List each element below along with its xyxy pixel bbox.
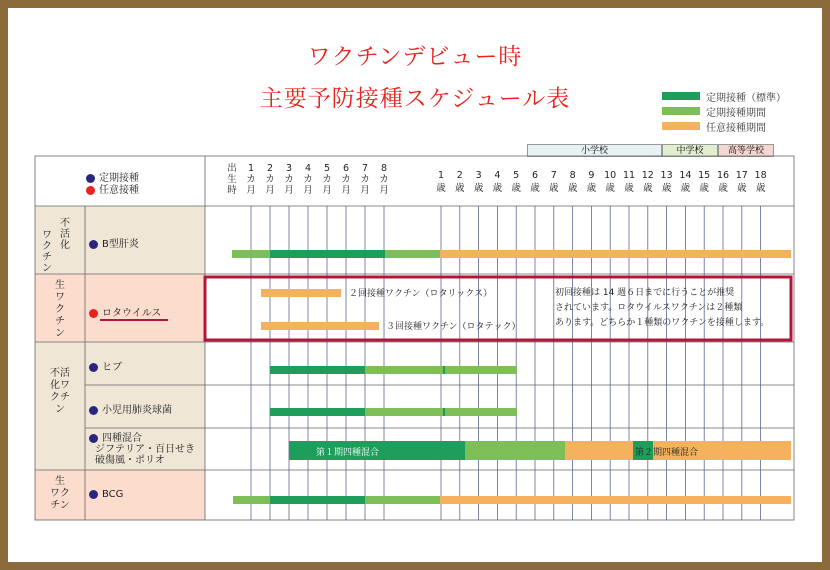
rota-three-dose-bar — [261, 322, 379, 330]
year-header — [471, 170, 487, 194]
page-subtitle: 主要予防接種スケジュール表 — [259, 86, 571, 112]
page-title: ワクチンデビュー時 — [307, 44, 523, 70]
year-header-char: 歳 — [436, 183, 446, 194]
month-header-char: 6 — [342, 163, 350, 174]
vaccine-dpt-label-2: ジフテリア・百日せき — [95, 444, 195, 455]
month-header — [243, 163, 259, 196]
year-header — [677, 170, 693, 194]
year-header-char: 歳 — [624, 183, 634, 194]
year-header-char: 歳 — [549, 183, 559, 194]
month-header-char: カ — [246, 174, 256, 185]
year-header-char: 17 — [735, 170, 748, 181]
month-header — [300, 163, 316, 196]
month-header-char: 月 — [360, 185, 370, 196]
year-header — [715, 170, 731, 194]
rota-info-note — [555, 286, 769, 331]
year-header — [527, 170, 543, 194]
month-header-char: 1 — [247, 163, 255, 174]
vaccine-dpt-label-1: 四種混合 — [102, 433, 142, 444]
month-header — [224, 163, 240, 196]
month-header-char: カ — [341, 174, 351, 185]
month-header — [281, 163, 297, 196]
group-inactivated-2: 不活 化ワ クチ ン — [50, 368, 70, 415]
hib-routine-bar-1 — [365, 366, 443, 374]
year-header-char: 7 — [550, 170, 557, 181]
school-elementary: 小学校 — [527, 144, 662, 157]
month-header — [319, 163, 335, 196]
month-header-char: 月 — [322, 185, 332, 196]
year-header-char: 16 — [716, 170, 730, 181]
rota-three-dose-label: ３回接種ワクチン（ロタテック） — [386, 322, 521, 332]
year-header-char: 11 — [622, 170, 636, 181]
year-header — [696, 170, 712, 194]
year-header — [640, 170, 656, 194]
legend-standard-label: 定期接種（標準） — [706, 93, 786, 104]
month-header-char: 生 — [227, 174, 237, 185]
pcv-standard-bar — [270, 408, 365, 416]
month-header-char: 7 — [361, 163, 369, 174]
month-header-char: カ — [303, 174, 313, 185]
rota-info-line-1: 初回接種は 14 週６日までに行うことが推奨 — [555, 288, 735, 298]
dpt-first-routine-bar — [465, 441, 565, 460]
year-header-char: 14 — [679, 170, 692, 181]
year-header-char: 4 — [494, 170, 501, 181]
school-junior: 中学校 — [662, 144, 718, 157]
hib-routine-bar-2 — [445, 366, 517, 374]
bcg-routine-bar-1 — [233, 496, 270, 504]
year-header — [452, 170, 468, 194]
year-header-char: 歳 — [530, 183, 540, 194]
year-header-char: 歳 — [586, 183, 597, 194]
rota-info-line-2: されています。ロタウイルスワクチンは２種類 — [555, 303, 743, 313]
year-header-char: 歳 — [511, 183, 521, 194]
group-live-1: 生 ワ ク チ ン — [55, 280, 65, 339]
vaccine-rota-label: ロタウイルス — [102, 308, 162, 319]
year-header — [508, 170, 524, 194]
legend-routine-label: 定期接種期間 — [706, 108, 766, 119]
year-header-char: 歳 — [718, 183, 728, 194]
dpt-optional-bar-1 — [565, 441, 633, 460]
legend-optional-label: 任意接種期間 — [706, 123, 766, 134]
hib-standard-bar — [270, 366, 365, 374]
month-header-char: 月 — [379, 185, 389, 196]
vaccine-dpt — [89, 433, 195, 466]
vaccine-rota — [89, 304, 161, 319]
year-header — [659, 170, 675, 194]
routine-dot-icon — [89, 406, 98, 415]
rota-two-dose-bar — [261, 289, 341, 297]
pcv-routine-bar-1 — [365, 408, 443, 416]
year-header-char: 13 — [660, 170, 673, 181]
key-routine-label: 定期接種 — [99, 173, 139, 184]
year-header-char: 10 — [604, 170, 617, 181]
year-header — [602, 170, 618, 194]
dpt-second-label: 第２期四種混合 — [635, 448, 699, 458]
optional-dot-icon — [86, 186, 95, 195]
group-inactivated-1: 不 活 化 ワ ク チ ン — [42, 218, 70, 274]
bcg-routine-bar-2 — [365, 496, 440, 504]
pcv-routine-bar-2 — [445, 408, 517, 416]
month-header-char: カ — [265, 174, 275, 185]
month-header-char: 3 — [285, 163, 293, 174]
month-header — [357, 163, 373, 196]
month-header-char: 月 — [341, 185, 351, 196]
year-header — [565, 170, 581, 194]
year-header-char: 18 — [754, 170, 767, 181]
vaccine-bcg — [89, 489, 123, 500]
school-high: 高等学校 — [718, 144, 774, 157]
year-header-char: 歳 — [661, 183, 672, 194]
hepb-standard-bar — [270, 250, 385, 258]
vaccine-pcv-label: 小児用肺炎球菌 — [102, 405, 172, 416]
bcg-optional-bar — [440, 496, 791, 504]
rota-two-dose-label: ２回接種ワクチン（ロタリックス） — [349, 289, 493, 299]
year-header — [583, 170, 599, 194]
month-header — [262, 163, 278, 196]
year-header — [621, 170, 637, 194]
year-header — [734, 170, 750, 194]
year-header-char: 9 — [588, 170, 595, 181]
year-header-char: 歳 — [680, 183, 691, 194]
year-header-char: 歳 — [605, 183, 615, 194]
routine-dot-icon — [89, 434, 98, 443]
month-header — [338, 163, 354, 196]
year-header-char: 歳 — [567, 183, 578, 194]
hepb-routine-bar-2 — [385, 250, 440, 258]
vaccine-hib — [89, 358, 122, 373]
routine-dot-icon — [89, 240, 98, 249]
year-header-char: 15 — [698, 170, 711, 181]
month-header-char: 月 — [303, 185, 313, 196]
hepb-optional-bar — [440, 250, 791, 258]
year-header — [753, 170, 769, 194]
month-header-char: 月 — [284, 185, 294, 196]
bcg-standard-bar — [270, 496, 365, 504]
month-header-char: 時 — [227, 185, 237, 196]
year-header-char: 歳 — [737, 183, 747, 194]
year-header-char: 5 — [513, 170, 520, 181]
vaccine-hib-label: ヒブ — [102, 362, 122, 373]
month-header-char: カ — [284, 174, 294, 185]
vaccine-dpt-label-3: 破傷風・ポリオ — [95, 455, 165, 466]
month-header-char: 5 — [323, 163, 331, 174]
year-header — [546, 170, 562, 194]
month-header — [376, 163, 392, 196]
year-header — [489, 170, 505, 194]
year-header-char: 2 — [456, 170, 463, 181]
year-header-char: 8 — [569, 170, 576, 181]
key-optional-label: 任意接種 — [99, 185, 139, 196]
year-header-char: 歳 — [755, 183, 766, 194]
key-optional — [86, 181, 139, 196]
hepb-routine-bar-1 — [232, 250, 270, 258]
year-header-char: 歳 — [455, 183, 465, 194]
optional-dot-icon — [89, 309, 98, 318]
year-header-char: 6 — [531, 170, 539, 181]
year-header-char: 歳 — [699, 183, 709, 194]
month-header-char: 2 — [266, 163, 274, 174]
routine-dot-icon — [89, 363, 98, 372]
vaccine-pcv — [89, 401, 172, 416]
month-header-char: 4 — [304, 163, 312, 174]
month-header-char: 月 — [246, 185, 256, 196]
vaccine-hepb-label: B型肝炎 — [102, 239, 139, 250]
dpt-first-label: 第１期四種混合 — [316, 448, 380, 458]
year-header-char: 歳 — [643, 183, 653, 194]
year-header-char: 歳 — [492, 183, 503, 194]
month-header-char: 出 — [227, 163, 237, 174]
year-header-char: 3 — [475, 170, 482, 181]
year-header — [433, 170, 449, 194]
month-header-char: カ — [360, 174, 370, 185]
group-live-2: 生 ワク チン — [50, 476, 70, 511]
routine-dot-icon — [89, 490, 98, 499]
vaccine-bcg-label: BCG — [102, 489, 124, 500]
rota-info-line-3: あります。どちらか１種類のワクチンを接種します。 — [555, 318, 770, 328]
vaccine-hepb — [89, 235, 139, 250]
year-header-char: 1 — [437, 170, 445, 181]
year-header-char: 歳 — [473, 183, 484, 194]
month-header-char: カ — [379, 174, 389, 185]
year-header-char: 12 — [641, 170, 654, 181]
month-header-char: 8 — [380, 163, 388, 174]
month-header-char: 月 — [265, 185, 275, 196]
month-header-char: カ — [322, 174, 332, 185]
